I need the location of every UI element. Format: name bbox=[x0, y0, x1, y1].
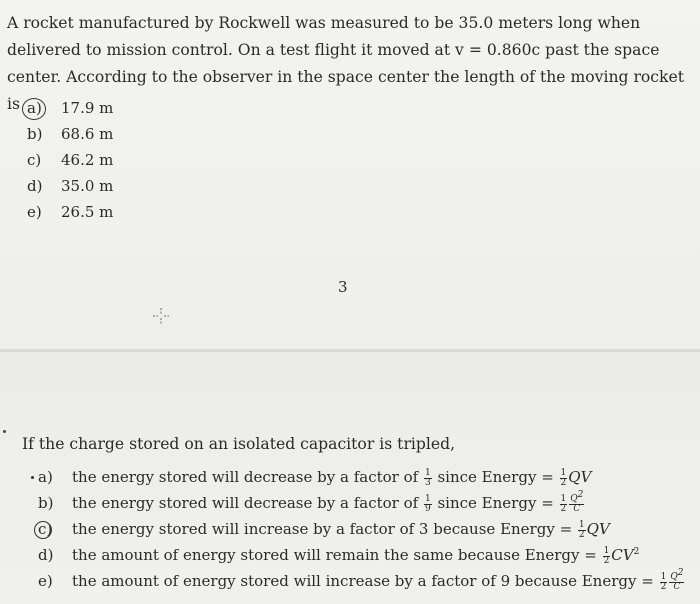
option-d-text: 35.0 m bbox=[61, 177, 114, 195]
fraction: $\frac{1}{2}$ bbox=[578, 519, 585, 540]
circled-answer-mark: a) bbox=[27, 95, 42, 121]
q2-option-b[interactable] bbox=[38, 490, 685, 516]
q2-option-c-text: the energy stored will increase by a factor of 3 because Energy = bbox=[72, 520, 573, 538]
q2-option-a-letter: a) bbox=[38, 468, 53, 486]
q2-option-e-text: the amount of energy stored will increase by a factor of 9 because Energy = bbox=[72, 572, 654, 590]
q2-option-b-text: the energy stored will decrease by a factor of bbox=[72, 494, 419, 512]
formula: QV bbox=[568, 468, 592, 486]
q2-option-d[interactable] bbox=[38, 542, 685, 568]
question-1-text: A rocket manufactured by Rockwell was measured to be 35.0 meters long when delivered to mission control. On a test flight it moved at v = 0.860c past the space center. According to the observer in the space center the length of the moving rocket is bbox=[7, 14, 684, 113]
fraction: $\frac{1}{3}$ bbox=[424, 467, 431, 488]
question-2-options bbox=[38, 464, 685, 594]
option-e-text: 26.5 m bbox=[61, 203, 114, 221]
q2-option-e-letter: e) bbox=[38, 572, 53, 590]
formula: QV bbox=[586, 520, 610, 538]
fraction: $\frac{1}{2}$ bbox=[603, 545, 610, 566]
option-d[interactable] bbox=[27, 173, 113, 199]
option-e-letter: e) bbox=[27, 203, 42, 221]
option-c-text: 46.2 m bbox=[61, 151, 114, 169]
q2-option-e[interactable] bbox=[38, 568, 685, 594]
option-b[interactable] bbox=[27, 121, 113, 147]
option-b-letter: b) bbox=[27, 125, 43, 143]
page-number: 3 bbox=[338, 278, 348, 296]
q2-option-b-letter: b) bbox=[38, 494, 54, 512]
q2-option-a-tail: since Energy = bbox=[437, 468, 554, 486]
option-b-text: 68.6 m bbox=[61, 125, 114, 143]
formula-exponent: 2 bbox=[633, 547, 640, 557]
question-2-text: If the charge stored on an isolated capacitor is tripled, bbox=[22, 435, 456, 453]
q2-option-d-letter: d) bbox=[38, 546, 54, 564]
option-d-letter: d) bbox=[27, 177, 43, 195]
q2-option-d-text: the amount of energy stored will remain the same because Energy = bbox=[72, 546, 597, 564]
fraction: $\frac{1}{2}$ bbox=[560, 493, 567, 514]
question-bullet bbox=[3, 430, 6, 433]
q2-option-c[interactable] bbox=[38, 516, 685, 542]
pen-dot-mark bbox=[31, 476, 34, 479]
option-e[interactable] bbox=[27, 199, 113, 225]
fraction: $\frac{1}{2}$ bbox=[660, 571, 667, 592]
circled-answer-mark: c) bbox=[38, 516, 52, 542]
fraction: $\frac{1}{2}$ bbox=[560, 467, 567, 488]
q2-option-a[interactable] bbox=[38, 464, 685, 490]
question-1-options bbox=[27, 95, 113, 225]
pen-cross-mark bbox=[150, 305, 172, 327]
q2-option-a-text: the energy stored will decrease by a factor of bbox=[72, 468, 419, 486]
option-a-text: 17.9 m bbox=[61, 99, 114, 117]
formula-fraction: $\frac{Q2}{C}$ bbox=[570, 489, 584, 514]
q2-option-b-tail: since Energy = bbox=[437, 494, 554, 512]
fraction: $\frac{1}{9}$ bbox=[424, 493, 431, 514]
formula: CV bbox=[611, 546, 634, 564]
option-a[interactable] bbox=[27, 95, 113, 121]
option-c[interactable] bbox=[27, 147, 113, 173]
formula-fraction: $\frac{Q2}{C}$ bbox=[670, 567, 684, 592]
option-c-letter: c) bbox=[27, 151, 42, 169]
